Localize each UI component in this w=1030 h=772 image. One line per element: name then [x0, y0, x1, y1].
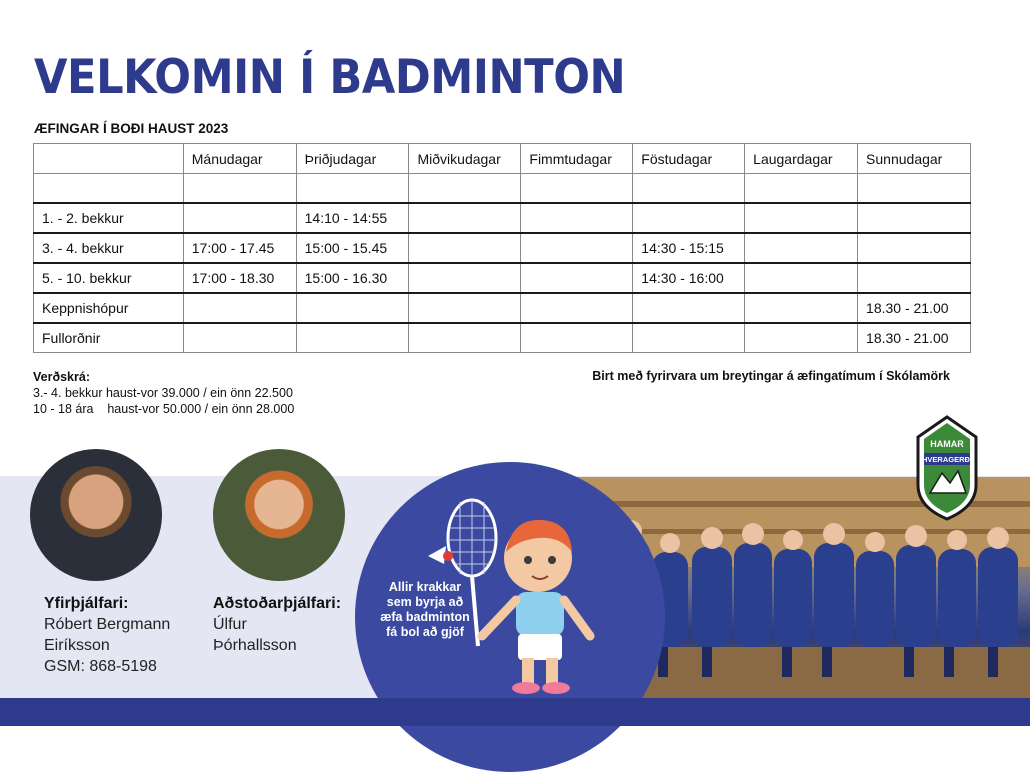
- schedule-cell: [409, 323, 521, 353]
- coach-phone: GSM: 868-5198: [44, 658, 157, 675]
- row-label: 3. - 4. bekkur: [34, 233, 184, 263]
- schedule-header-row: [34, 144, 971, 174]
- schedule-row: [34, 293, 971, 323]
- row-label: Fullorðnir: [34, 323, 184, 353]
- schedule-cell: [745, 323, 858, 353]
- coach-name: Þórhallsson: [213, 637, 297, 654]
- header-day: Föstudagar: [633, 144, 745, 174]
- coach-role: Yfirþjálfari:: [44, 595, 129, 612]
- schedule-cell: 14:10 - 14:55: [296, 203, 409, 233]
- schedule-cell: [521, 323, 633, 353]
- schedule-row: [34, 203, 971, 233]
- schedule-cell: [858, 203, 971, 233]
- schedule-row: [34, 233, 971, 263]
- schedule-cell: [521, 293, 633, 323]
- schedule-cell: 14:30 - 15:15: [633, 233, 745, 263]
- schedule-cell: 14:30 - 16:00: [633, 263, 745, 293]
- schedule-cell: [183, 293, 296, 323]
- coach-name: Róbert Bergmann: [44, 616, 171, 633]
- header-day: Miðvikudagar: [409, 144, 521, 174]
- schedule-cell: [633, 203, 745, 233]
- schedule-cell: 18.30 - 21.00: [858, 323, 971, 353]
- hamar-crest-logo: [910, 415, 984, 521]
- schedule-cell: [633, 174, 745, 204]
- schedule-cell: 17:00 - 18.30: [183, 263, 296, 293]
- head-coach-info: [44, 593, 170, 677]
- schedule-cell: [296, 174, 409, 204]
- row-label: Keppnishópur: [34, 293, 184, 323]
- disclaimer-note: Birt með fyrirvara um breytingar á æfingatímum í Skólamörk: [592, 369, 950, 383]
- coach-role: Aðstoðarþjálfari:: [213, 595, 342, 612]
- schedule-cell: [409, 263, 521, 293]
- schedule-cell: 17:00 - 17.45: [183, 233, 296, 263]
- schedule-cell: [858, 233, 971, 263]
- schedule-row: [34, 174, 971, 204]
- schedule-cell: [521, 263, 633, 293]
- header-day: Fimmtudagar: [521, 144, 633, 174]
- price-heading: Verðskrá:: [33, 370, 90, 384]
- price-list: [33, 369, 294, 417]
- schedule-cell: [745, 293, 858, 323]
- schedule-cell: [409, 174, 521, 204]
- header-day: Mánudagar: [183, 144, 296, 174]
- row-label: 1. - 2. bekkur: [34, 203, 184, 233]
- schedule-cell: [183, 174, 296, 204]
- schedule-cell: [858, 263, 971, 293]
- schedule-cell: [633, 293, 745, 323]
- assistant-coach-photo: [213, 449, 345, 581]
- schedule-cell: [521, 233, 633, 263]
- schedule-cell: [183, 323, 296, 353]
- schedule-cell: 18.30 - 21.00: [858, 293, 971, 323]
- schedule-row: [34, 323, 971, 353]
- coach-name: Eiríksson: [44, 637, 110, 654]
- footer-bar: [0, 698, 1030, 726]
- schedule-table: [33, 143, 971, 353]
- row-label: [34, 174, 184, 204]
- schedule-subtitle: ÆFINGAR Í BOÐI HAUST 2023: [34, 121, 229, 136]
- schedule-row: [34, 263, 971, 293]
- header-corner-cell: [34, 144, 184, 174]
- coach-name: Úlfur: [213, 616, 247, 633]
- schedule-cell: [745, 174, 858, 204]
- schedule-cell: [521, 174, 633, 204]
- schedule-cell: [745, 263, 858, 293]
- schedule-cell: [521, 203, 633, 233]
- header-day: Þriðjudagar: [296, 144, 409, 174]
- header-day: Laugardagar: [745, 144, 858, 174]
- schedule-cell: [409, 293, 521, 323]
- schedule-cell: [745, 233, 858, 263]
- schedule-cell: [296, 323, 409, 353]
- schedule-cell: 15:00 - 15.45: [296, 233, 409, 263]
- row-label: 5. - 10. bekkur: [34, 263, 184, 293]
- header-day: Sunnudagar: [858, 144, 971, 174]
- schedule-cell: [409, 233, 521, 263]
- price-line: 10 - 18 ára haust-vor 50.000 / ein önn 28.000: [33, 402, 295, 416]
- schedule-cell: [409, 203, 521, 233]
- head-coach-photo: [30, 449, 162, 581]
- page-title: VELKOMIN Í BADMINTON: [34, 50, 626, 105]
- assistant-coach-info: [213, 593, 341, 656]
- schedule-cell: [745, 203, 858, 233]
- promo-text: Allir krakkar sem byrja að æfa badminton fá bol að gjöf: [380, 580, 470, 639]
- schedule-cell: [183, 203, 296, 233]
- schedule-cell: 15:00 - 16.30: [296, 263, 409, 293]
- schedule-cell: [858, 174, 971, 204]
- svg-text:HAMAR: HAMAR: [930, 439, 964, 449]
- svg-text:HVERAGERÐI: HVERAGERÐI: [921, 455, 973, 464]
- price-line: 3.- 4. bekkur haust-vor 39.000 / ein önn 22.500: [33, 386, 293, 400]
- schedule-cell: [296, 293, 409, 323]
- schedule-cell: [633, 323, 745, 353]
